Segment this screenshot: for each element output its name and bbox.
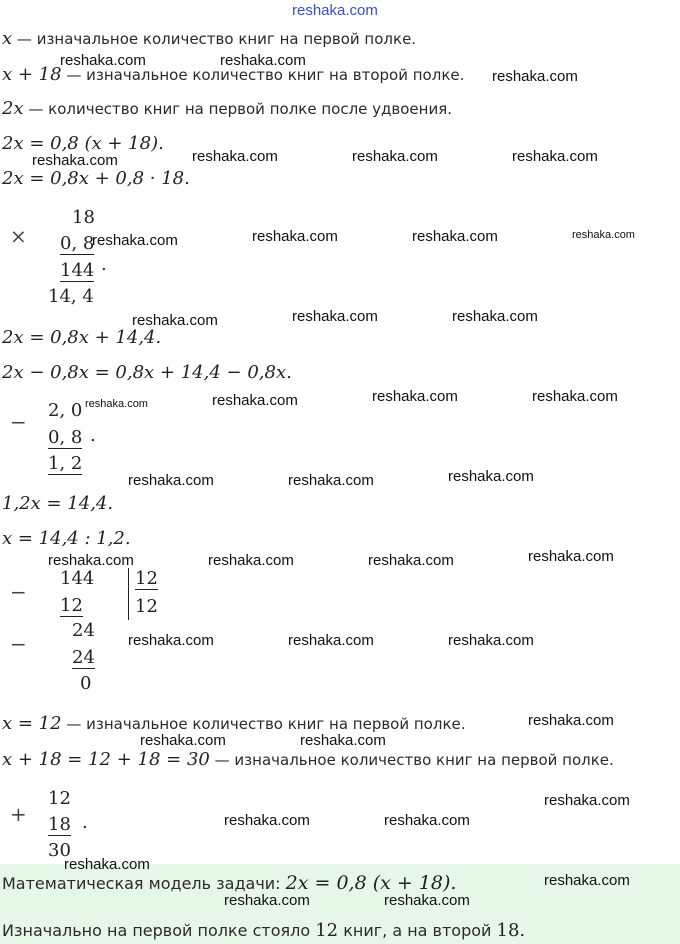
watermark: reshaka.com [48, 552, 134, 569]
expr: x + 18 = 12 + 18 = 30 [2, 749, 210, 770]
watermark: reshaka.com [132, 312, 218, 329]
watermark: reshaka.com [352, 148, 438, 165]
watermark: reshaka.com [64, 856, 150, 873]
watermark: reshaka.com [32, 152, 118, 169]
text: — количество книг на первой полке после удвоения. [23, 100, 452, 118]
division-sub-1: 12 [60, 595, 83, 616]
line-first-shelf [2, 28, 416, 49]
division-minus-1: − [10, 580, 27, 604]
answer-final-b: книг, а на второй [338, 921, 497, 940]
sub-operand-a: 2, 0 [48, 400, 83, 421]
add-dot: . [82, 812, 88, 833]
watermark: reshaka.com [60, 52, 146, 69]
sub-operand-b: 0, 8 [48, 427, 83, 448]
answer-final-n2: 18. [496, 920, 526, 941]
line-doubled [2, 98, 452, 119]
watermark: reshaka.com [212, 392, 298, 409]
watermark: reshaka.com [292, 308, 378, 325]
division-quotient: 12 [135, 596, 158, 617]
watermark: reshaka.com [448, 632, 534, 649]
text: — изначальное количество книг на первой полке. [12, 30, 417, 48]
answer-model [2, 872, 456, 894]
watermark: reshaka.com [532, 388, 618, 405]
text: — изначальное количество книг на первой полке. [61, 715, 466, 733]
watermark: reshaka.com [448, 468, 534, 485]
watermark: reshaka.com [572, 229, 635, 241]
watermark: reshaka.com [544, 872, 630, 889]
watermark: reshaka.com [412, 228, 498, 245]
sub-dot: . [90, 425, 96, 446]
watermark: reshaka.com [512, 148, 598, 165]
equation-3: 2x = 0,8x + 14,4. [2, 327, 162, 348]
line-second-value [2, 749, 614, 770]
line-x-value [2, 713, 466, 734]
expr: x + 18 [2, 64, 62, 85]
watermark: reshaka.com [140, 732, 226, 749]
division-sub-2: 24 [72, 647, 95, 668]
expr: x = 12 [2, 713, 62, 734]
division-remainder-2: 0 [80, 673, 92, 694]
watermark: reshaka.com [288, 632, 374, 649]
watermark: reshaka.com [192, 148, 278, 165]
answer-final-n1: 12 [315, 920, 339, 941]
equation-4: 2x − 0,8x = 0,8x + 14,4 − 0,8x. [2, 362, 292, 383]
division-bar [128, 568, 129, 620]
watermark: reshaka.com [528, 548, 614, 565]
watermark: reshaka.com [85, 398, 148, 410]
watermark: reshaka.com [384, 892, 470, 909]
watermark: reshaka.com [452, 308, 538, 325]
watermark: reshaka.com [208, 552, 294, 569]
watermark: reshaka.com [384, 812, 470, 829]
watermark: reshaka.com [128, 472, 214, 489]
equation-6: x = 14,4 : 1,2. [2, 528, 131, 549]
watermark: reshaka.com [128, 632, 214, 649]
watermark: reshaka.com [372, 388, 458, 405]
mult-dot: . [101, 254, 107, 275]
answer-model-expr: 2x = 0,8 (x + 18). [285, 872, 457, 894]
watermark: reshaka.com [528, 712, 614, 729]
mult-result: 14, 4 [48, 286, 94, 307]
answer-final-a: Изначально на первой полке стояло [2, 921, 316, 940]
equation-2: 2x = 0,8x + 0,8 · 18. [2, 168, 190, 189]
watermark: reshaka.com [300, 732, 386, 749]
division-remainder-1: 24 [72, 620, 95, 641]
text: — изначальное количество книг на второй полке. [61, 66, 465, 84]
watermark: reshaka.com [224, 812, 310, 829]
add-operand-a: 12 [48, 788, 71, 809]
watermark: reshaka.com [368, 552, 454, 569]
watermark: reshaka.com [224, 892, 310, 909]
division-minus-2: − [10, 632, 27, 656]
plus-sign: + [10, 802, 27, 826]
equation-1: 2x = 0,8 (x + 18). [2, 133, 164, 154]
site-header-link[interactable]: reshaka.com [292, 2, 378, 19]
expr: x [2, 28, 13, 49]
sub-result: 1, 2 [48, 453, 83, 474]
answer-model-label: Математическая модель задачи: [2, 874, 286, 893]
text: — изначальное количество книг на первой полке. [209, 751, 614, 769]
mult-partial: 144 [60, 260, 95, 281]
mult-operand-a: 18 [72, 207, 95, 228]
watermark: reshaka.com [492, 68, 578, 85]
watermark: reshaka.com [220, 52, 306, 69]
equation-5: 1,2x = 14,4. [2, 493, 114, 514]
multiply-sign: × [10, 224, 27, 248]
minus-sign: − [10, 410, 27, 434]
add-result: 30 [48, 840, 71, 861]
watermark: reshaka.com [252, 228, 338, 245]
division-dividend: 144 [60, 568, 95, 589]
division-divisor: 12 [135, 568, 158, 589]
watermark: reshaka.com [544, 792, 630, 809]
expr: 2x [2, 98, 24, 119]
watermark: reshaka.com [92, 232, 178, 249]
add-operand-b: 18 [48, 814, 71, 835]
mult-operand-b: 0, 8 [60, 233, 95, 254]
watermark: reshaka.com [288, 472, 374, 489]
answer-final [2, 920, 525, 941]
